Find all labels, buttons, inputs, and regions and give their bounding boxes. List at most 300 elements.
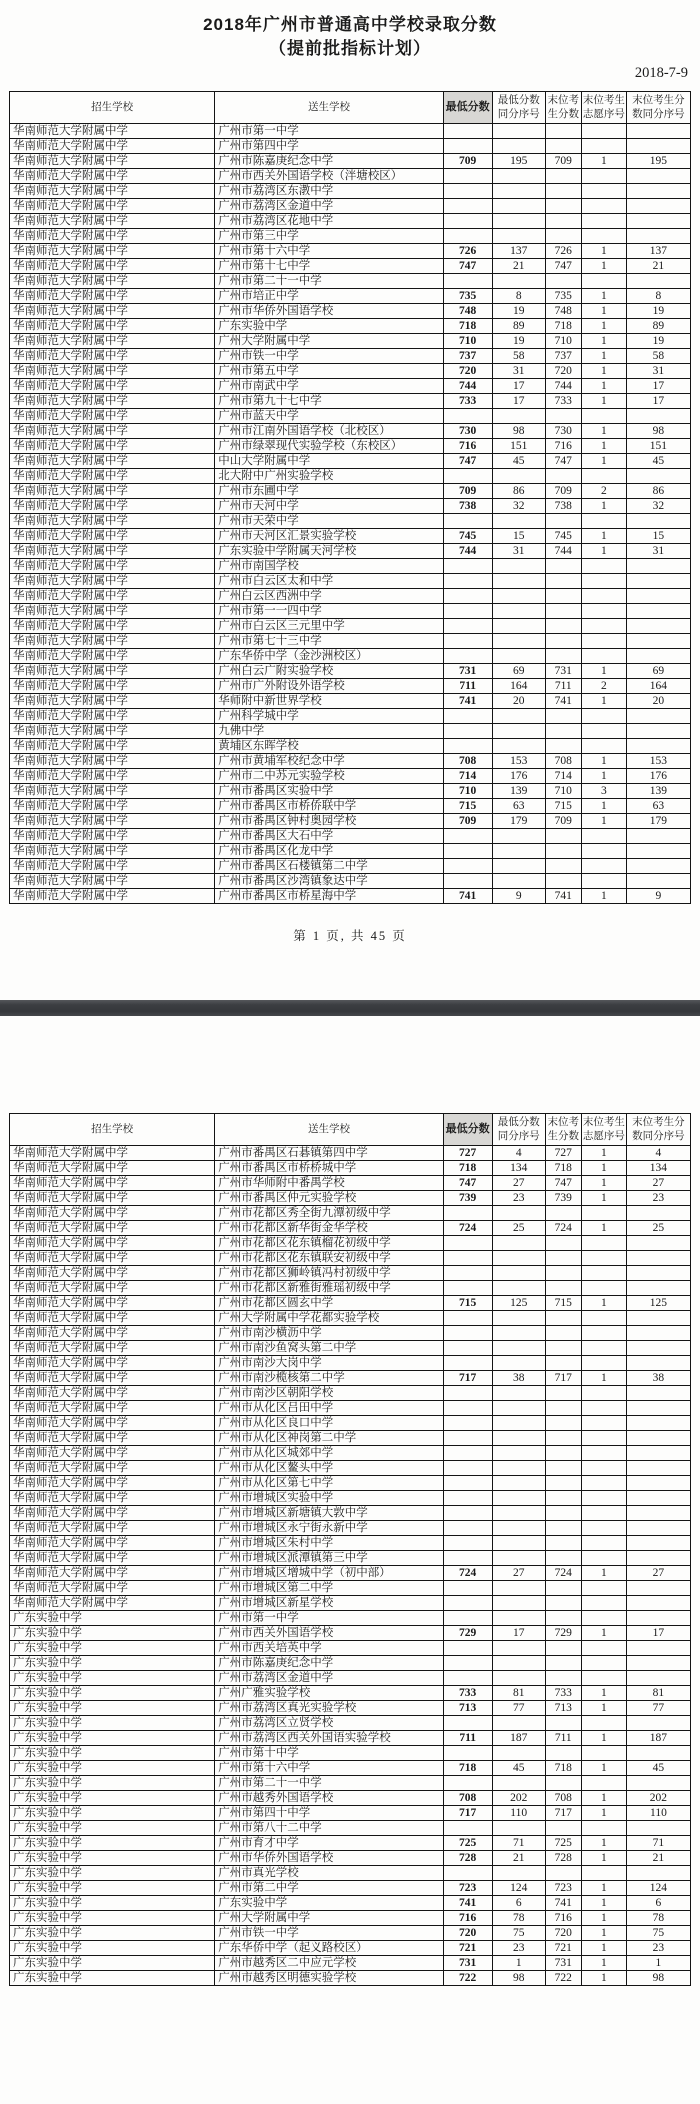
send-school-cell: 广州大学附属中学 [215,1911,443,1926]
table-row [10,1161,691,1176]
score-cell [581,1236,626,1251]
send-school-cell: 广州市天河中学 [215,499,443,514]
send-school-cell: 广州市江南外国语学校（北校区） [215,424,443,439]
send-school-cell: 广州市第七十三中学 [215,634,443,649]
score-cell [581,169,626,184]
score-cell [492,409,545,424]
score-cell [581,1506,626,1521]
score-cell [443,1656,492,1671]
page-number-footer: 第 1 页, 共 45 页 [293,929,407,943]
score-cell [443,1266,492,1281]
send-school-cell: 广州市第十六中学 [215,244,443,259]
recruit-school-cell: 广东实验中学 [10,1866,215,1881]
table-row [10,634,691,649]
score-cell: 25 [492,1221,545,1236]
score-cell [545,709,581,724]
score-cell: 1 [581,1851,626,1866]
score-cell [581,1866,626,1881]
score-cell: 21 [626,259,690,274]
table-row [10,1281,691,1296]
score-cell [545,1461,581,1476]
score-cell [443,1206,492,1221]
score-cell [581,1581,626,1596]
column-header: 最低分数 [443,92,492,124]
score-cell: 2 [581,484,626,499]
score-cell [492,1356,545,1371]
score-cell: 98 [492,424,545,439]
table-row [10,769,691,784]
score-cell [443,229,492,244]
score-cell [581,184,626,199]
score-cell [626,1551,690,1566]
score-cell: 731 [545,664,581,679]
score-cell: 728 [545,1851,581,1866]
admissions-score-table-page-2 [9,1113,691,1986]
recruit-school-cell: 华南师范大学附属中学 [10,1431,215,1446]
score-cell: 727 [545,1146,581,1161]
recruit-school-cell: 华南师范大学附属中学 [10,1581,215,1596]
score-cell [581,559,626,574]
score-cell: 1 [581,379,626,394]
recruit-school-cell: 华南师范大学附属中学 [10,574,215,589]
recruit-school-cell: 华南师范大学附属中学 [10,319,215,334]
score-cell: 1 [581,154,626,169]
score-cell [581,1746,626,1761]
score-cell [443,514,492,529]
score-cell: 717 [545,1806,581,1821]
table-row [10,1386,691,1401]
score-cell: 718 [545,319,581,334]
send-school-cell: 广州市华侨外国语学校 [215,1851,443,1866]
send-school-cell: 广州市增城区新塘镇大敦中学 [215,1506,443,1521]
table-row [10,1851,691,1866]
recruit-school-cell: 华南师范大学附属中学 [10,769,215,784]
score-cell [492,1611,545,1626]
score-cell: 89 [492,319,545,334]
recruit-school-cell: 华南师范大学附属中学 [10,334,215,349]
score-cell: 1 [581,1566,626,1581]
score-cell [626,1641,690,1656]
score-cell: 728 [443,1851,492,1866]
score-cell [492,1251,545,1266]
table-row [10,1296,691,1311]
send-school-cell: 广州市荔湾区西关外国语实验学校 [215,1731,443,1746]
score-cell [492,604,545,619]
score-cell: 726 [443,244,492,259]
score-cell [492,724,545,739]
score-cell [626,859,690,874]
score-cell: 38 [626,1371,690,1386]
score-cell [626,739,690,754]
score-cell: 710 [443,784,492,799]
score-cell: 4 [492,1146,545,1161]
recruit-school-cell: 华南师范大学附属中学 [10,1491,215,1506]
recruit-school-cell: 广东实验中学 [10,1716,215,1731]
score-cell: 715 [545,799,581,814]
score-cell [581,1641,626,1656]
score-cell: 1 [581,1221,626,1236]
score-cell [492,1476,545,1491]
table-row [10,1866,691,1881]
score-cell [443,169,492,184]
send-school-cell: 广州市花都区秀全街九潭初级中学 [215,1206,443,1221]
recruit-school-cell: 广东实验中学 [10,1611,215,1626]
score-cell: 137 [492,244,545,259]
send-school-cell: 广州市陈嘉庚纪念中学 [215,154,443,169]
score-cell: 110 [492,1806,545,1821]
table-row [10,1566,691,1581]
score-cell: 1 [581,544,626,559]
send-school-cell: 广州市南沙横沥中学 [215,1326,443,1341]
score-cell: 748 [545,304,581,319]
score-cell [626,649,690,664]
table-row [10,319,691,334]
score-cell: 176 [626,769,690,784]
recruit-school-cell: 华南师范大学附属中学 [10,184,215,199]
table-row [10,139,691,154]
send-school-cell: 广州市绿翠现代实验学校（东校区） [215,439,443,454]
score-cell: 718 [443,1161,492,1176]
score-cell: 747 [545,1176,581,1191]
table-row [10,214,691,229]
score-cell: 710 [443,334,492,349]
send-school-cell: 广州市越秀外国语学校 [215,1791,443,1806]
score-cell [626,1461,690,1476]
table-row [10,439,691,454]
score-cell: 1 [581,319,626,334]
recruit-school-cell: 广东实验中学 [10,1941,215,1956]
score-cell [492,1641,545,1656]
score-cell [626,169,690,184]
score-cell: 77 [626,1701,690,1716]
score-cell: 124 [626,1881,690,1896]
table-row [10,484,691,499]
recruit-school-cell: 华南师范大学附属中学 [10,859,215,874]
score-cell [443,1746,492,1761]
score-cell [626,634,690,649]
score-cell [581,1521,626,1536]
score-cell: 27 [492,1566,545,1581]
score-cell: 32 [626,499,690,514]
score-cell: 27 [626,1176,690,1191]
score-cell: 713 [443,1701,492,1716]
score-cell [626,1521,690,1536]
send-school-cell: 广州市番禺区化龙中学 [215,844,443,859]
send-school-cell: 广州市第二十一中学 [215,274,443,289]
score-cell: 731 [545,1956,581,1971]
score-cell: 75 [492,1926,545,1941]
score-cell: 20 [626,694,690,709]
score-cell: 711 [443,1731,492,1746]
score-cell: 1 [581,1911,626,1926]
table-row [10,1971,691,1986]
score-cell [492,1461,545,1476]
score-cell: 25 [626,1221,690,1236]
score-cell [545,1431,581,1446]
score-cell: 744 [545,544,581,559]
score-cell: 1 [581,499,626,514]
score-cell [581,619,626,634]
column-header: 最低分数 [443,1114,492,1146]
score-cell: 733 [545,1686,581,1701]
table-row [10,829,691,844]
recruit-school-cell: 华南师范大学附属中学 [10,739,215,754]
score-cell [545,1341,581,1356]
score-cell [581,859,626,874]
send-school-cell: 广州市华师附中番禺学校 [215,1176,443,1191]
send-school-cell: 广州市育才中学 [215,1836,443,1851]
table-row [10,334,691,349]
table-row [10,1431,691,1446]
score-cell: 124 [492,1881,545,1896]
send-school-cell: 广州市番禺区大石中学 [215,829,443,844]
table-row [10,1791,691,1806]
send-school-cell: 广州市西关外国语学校 [215,1626,443,1641]
recruit-school-cell: 广东实验中学 [10,1671,215,1686]
table-row [10,1731,691,1746]
column-header: 末位考生志愿序号 [581,92,626,124]
column-header: 末位考生分数 [545,92,581,124]
table-row [10,739,691,754]
score-cell [581,1656,626,1671]
score-cell [545,214,581,229]
score-cell [626,574,690,589]
score-cell [492,1656,545,1671]
recruit-school-cell: 华南师范大学附属中学 [10,124,215,139]
score-cell: 187 [492,1731,545,1746]
table-row [10,1176,691,1191]
score-cell [492,1236,545,1251]
score-cell [626,1506,690,1521]
score-cell [492,1536,545,1551]
recruit-school-cell: 华南师范大学附属中学 [10,604,215,619]
send-school-cell: 广州市白云区太和中学 [215,574,443,589]
table-row [10,379,691,394]
recruit-school-cell: 广东实验中学 [10,1791,215,1806]
score-cell: 19 [492,334,545,349]
table-row [10,814,691,829]
document-page-2 [0,1113,700,1986]
document-page-1 [0,13,700,945]
score-cell: 714 [545,769,581,784]
score-cell: 23 [492,1941,545,1956]
recruit-school-cell: 华南师范大学附属中学 [10,244,215,259]
send-school-cell: 广州白云广附实验学校 [215,664,443,679]
score-cell [545,1776,581,1791]
score-cell: 1 [581,334,626,349]
score-cell: 1 [581,1146,626,1161]
score-cell [581,1446,626,1461]
score-cell: 15 [626,529,690,544]
table-row [10,1461,691,1476]
column-header: 最低分数同分序号 [492,1114,545,1146]
score-cell [492,859,545,874]
score-cell [492,1281,545,1296]
score-cell [581,514,626,529]
send-school-cell: 广州市东圃中学 [215,484,443,499]
score-cell [626,709,690,724]
score-cell: 735 [545,289,581,304]
send-school-cell: 中山大学附属中学 [215,454,443,469]
score-cell [626,409,690,424]
table-row [10,1551,691,1566]
table-row [10,1626,691,1641]
recruit-school-cell: 广东实验中学 [10,1956,215,1971]
recruit-school-cell: 广东实验中学 [10,1776,215,1791]
score-cell [581,1341,626,1356]
send-school-cell: 广州市南武中学 [215,379,443,394]
table-row [10,289,691,304]
table-row [10,1236,691,1251]
score-cell [443,1236,492,1251]
score-cell [545,469,581,484]
score-cell [492,1266,545,1281]
score-cell: 69 [492,664,545,679]
score-cell: 1 [581,364,626,379]
recruit-school-cell: 华南师范大学附属中学 [10,694,215,709]
score-cell [545,229,581,244]
send-school-cell: 广州市增城区增城中学（初中部） [215,1566,443,1581]
score-cell: 21 [626,1851,690,1866]
admissions-score-table-page-1 [9,91,691,904]
table-row [10,124,691,139]
send-school-cell: 广州市花都区花东镇榴花初级中学 [215,1236,443,1251]
score-cell [626,1266,690,1281]
score-cell: 717 [443,1806,492,1821]
table-row [10,514,691,529]
table-row [10,724,691,739]
score-cell [581,1821,626,1836]
column-header: 末位考生分数 [545,1114,581,1146]
score-cell [443,1521,492,1536]
score-cell: 729 [545,1626,581,1641]
send-school-cell: 广州市增城区派潭镇第三中学 [215,1551,443,1566]
table-row [10,784,691,799]
score-cell [545,1506,581,1521]
score-cell: 20 [492,694,545,709]
score-cell [443,1821,492,1836]
score-cell [626,199,690,214]
recruit-school-cell: 广东实验中学 [10,1926,215,1941]
score-cell: 23 [492,1191,545,1206]
score-cell: 735 [443,289,492,304]
recruit-school-cell: 华南师范大学附属中学 [10,289,215,304]
recruit-school-cell: 华南师范大学附属中学 [10,154,215,169]
table-row [10,1581,691,1596]
score-cell: 724 [443,1566,492,1581]
score-cell: 63 [626,799,690,814]
score-cell [443,1671,492,1686]
score-cell [492,1416,545,1431]
score-cell [581,709,626,724]
table-row [10,1446,691,1461]
score-cell [492,514,545,529]
score-cell [545,1656,581,1671]
score-cell [443,649,492,664]
score-cell: 733 [545,394,581,409]
send-school-cell: 广州市南国学校 [215,559,443,574]
send-school-cell: 广东华侨中学（金沙洲校区） [215,649,443,664]
score-cell: 31 [626,544,690,559]
score-cell: 720 [443,364,492,379]
score-cell [443,709,492,724]
score-cell: 153 [626,754,690,769]
score-cell: 45 [626,1761,690,1776]
recruit-school-cell: 华南师范大学附属中学 [10,1566,215,1581]
send-school-cell: 广州市天荣中学 [215,514,443,529]
score-cell [492,469,545,484]
table-row [10,1746,691,1761]
score-cell: 9 [626,889,690,904]
score-cell: 2 [581,679,626,694]
score-cell: 709 [443,154,492,169]
score-cell [545,1416,581,1431]
score-cell [443,1356,492,1371]
score-cell: 720 [443,1926,492,1941]
table-row [10,1716,691,1731]
table-row [10,154,691,169]
send-school-cell: 广州市第十六中学 [215,1761,443,1776]
recruit-school-cell: 华南师范大学附属中学 [10,1341,215,1356]
score-cell: 718 [443,319,492,334]
score-cell [545,1521,581,1536]
score-cell [581,1206,626,1221]
score-cell [443,619,492,634]
score-cell [545,1446,581,1461]
table-row [10,184,691,199]
recruit-school-cell: 华南师范大学附属中学 [10,349,215,364]
score-cell [626,1206,690,1221]
send-school-cell: 广州市西关外国语学校（泮塘校区） [215,169,443,184]
score-cell: 717 [545,1371,581,1386]
score-cell [492,634,545,649]
score-cell [626,604,690,619]
score-cell [492,1401,545,1416]
score-cell: 708 [443,1791,492,1806]
score-cell [545,604,581,619]
table-row [10,409,691,424]
score-cell [492,1596,545,1611]
table-row [10,1311,691,1326]
score-cell: 78 [492,1911,545,1926]
send-school-cell: 广州市荔湾区东漖中学 [215,184,443,199]
send-school-cell: 广州广雅实验学校 [215,1686,443,1701]
score-cell [581,1671,626,1686]
recruit-school-cell: 华南师范大学附属中学 [10,214,215,229]
score-cell [443,1536,492,1551]
score-cell: 747 [545,259,581,274]
send-school-cell: 广州市番禺区市桥桥城中学 [215,1161,443,1176]
score-cell: 31 [626,364,690,379]
recruit-school-cell: 华南师范大学附属中学 [10,559,215,574]
send-school-cell: 广州市铁一中学 [215,1926,443,1941]
score-cell [443,559,492,574]
score-cell [626,559,690,574]
score-cell [443,1476,492,1491]
score-cell [492,1506,545,1521]
score-cell: 1 [581,394,626,409]
send-school-cell: 广州市蓝天中学 [215,409,443,424]
send-school-cell: 广州市第九十七中学 [215,394,443,409]
recruit-school-cell: 华南师范大学附属中学 [10,364,215,379]
score-cell: 17 [492,394,545,409]
table-row [10,229,691,244]
send-school-cell: 九佛中学 [215,724,443,739]
table-row [10,1836,691,1851]
table-row [10,1761,691,1776]
score-cell: 739 [443,1191,492,1206]
score-cell [443,469,492,484]
